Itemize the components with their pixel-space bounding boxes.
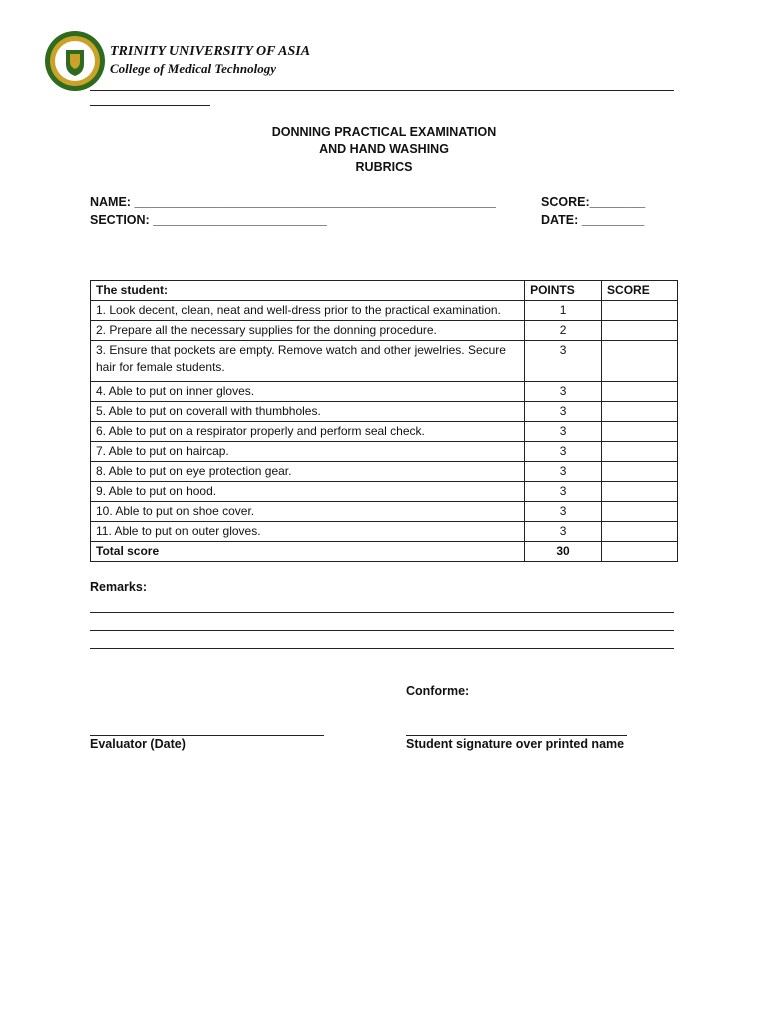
score-cell[interactable] — [602, 422, 678, 442]
points-cell: 3 — [525, 502, 602, 522]
criterion-cell: 1. Look decent, clean, neat and well-dress prior to the practical examination. — [91, 301, 525, 321]
rubric-table — [90, 280, 678, 562]
criterion-cell: 10. Able to put on shoe cover. — [91, 502, 525, 522]
criterion-cell: 9. Able to put on hood. — [91, 482, 525, 502]
conforme-label: Conforme: — [406, 684, 470, 698]
name-field[interactable]: NAME: ____________________________________________________ — [90, 195, 496, 209]
score-cell[interactable] — [602, 321, 678, 341]
total-label: Total score — [91, 542, 525, 562]
criterion-cell: 8. Able to put on eye protection gear. — [91, 462, 525, 482]
remarks-label: Remarks: — [90, 580, 147, 594]
total-score-cell[interactable] — [602, 542, 678, 562]
table-row — [91, 321, 678, 341]
table-row — [91, 482, 678, 502]
date-field[interactable]: DATE: _________ — [541, 213, 645, 227]
score-cell[interactable] — [602, 382, 678, 402]
points-cell: 3 — [525, 442, 602, 462]
score-header: SCORE — [602, 281, 678, 301]
score-cell[interactable] — [602, 482, 678, 502]
points-cell: 1 — [525, 301, 602, 321]
table-row — [91, 502, 678, 522]
table-row — [91, 462, 678, 482]
table-row — [91, 382, 678, 402]
remarks-line-3[interactable] — [90, 648, 674, 649]
student-signature-line[interactable] — [406, 735, 627, 736]
points-cell: 3 — [525, 462, 602, 482]
points-header: POINTS — [525, 281, 602, 301]
table-header-row — [91, 281, 678, 301]
points-cell: 3 — [525, 402, 602, 422]
score-cell[interactable] — [602, 502, 678, 522]
points-cell: 3 — [525, 382, 602, 402]
header-rule — [90, 90, 674, 91]
total-row — [91, 542, 678, 562]
header-rule-short — [90, 105, 210, 106]
points-cell: 3 — [525, 482, 602, 502]
table-row — [91, 422, 678, 442]
criterion-cell: 2. Prepare all the necessary supplies for the donning procedure. — [91, 321, 525, 341]
score-cell[interactable] — [602, 462, 678, 482]
remarks-line-1[interactable] — [90, 612, 674, 613]
college-name: College of Medical Technology — [110, 61, 276, 76]
total-points: 30 — [525, 542, 602, 562]
score-cell[interactable] — [602, 522, 678, 542]
table-row — [91, 301, 678, 321]
criterion-cell: 4. Able to put on inner gloves. — [91, 382, 525, 402]
score-cell[interactable] — [602, 442, 678, 462]
table-row — [91, 522, 678, 542]
criterion-header: The student: — [91, 281, 525, 301]
criterion-cell: 6. Able to put on a respirator properly and perform seal check. — [91, 422, 525, 442]
criterion-cell: 5. Able to put on coverall with thumbholes. — [91, 402, 525, 422]
points-cell: 3 — [525, 341, 602, 382]
university-name: TRINITY UNIVERSITY OF ASIA — [110, 44, 311, 59]
doc-title-line1: DONNING PRACTICAL EXAMINATION — [271, 125, 497, 139]
doc-title-line2: AND HAND WASHING — [319, 142, 449, 156]
score-cell[interactable] — [602, 402, 678, 422]
score-cell[interactable] — [602, 301, 678, 321]
points-cell: 2 — [525, 321, 602, 341]
criterion-cell: 3. Ensure that pockets are empty. Remove watch and other jewelries. Secure hair for female students. — [91, 341, 525, 382]
section-field[interactable]: SECTION: _________________________ — [90, 213, 327, 227]
student-signature-label: Student signature over printed name — [406, 737, 625, 751]
criterion-cell: 11. Able to put on outer gloves. — [91, 522, 525, 542]
remarks-line-2[interactable] — [90, 630, 674, 631]
evaluator-signature-line[interactable] — [90, 735, 324, 736]
university-seal-logo — [44, 30, 106, 92]
points-cell: 3 — [525, 422, 602, 442]
score-field[interactable]: SCORE:________ — [541, 195, 646, 209]
evaluator-label: Evaluator (Date) — [90, 737, 186, 751]
table-row — [91, 442, 678, 462]
doc-title-line3: RUBRICS — [355, 160, 413, 174]
table-row — [91, 402, 678, 422]
table-row — [91, 341, 678, 382]
points-cell: 3 — [525, 522, 602, 542]
criterion-cell: 7. Able to put on haircap. — [91, 442, 525, 462]
score-cell[interactable] — [602, 341, 678, 382]
